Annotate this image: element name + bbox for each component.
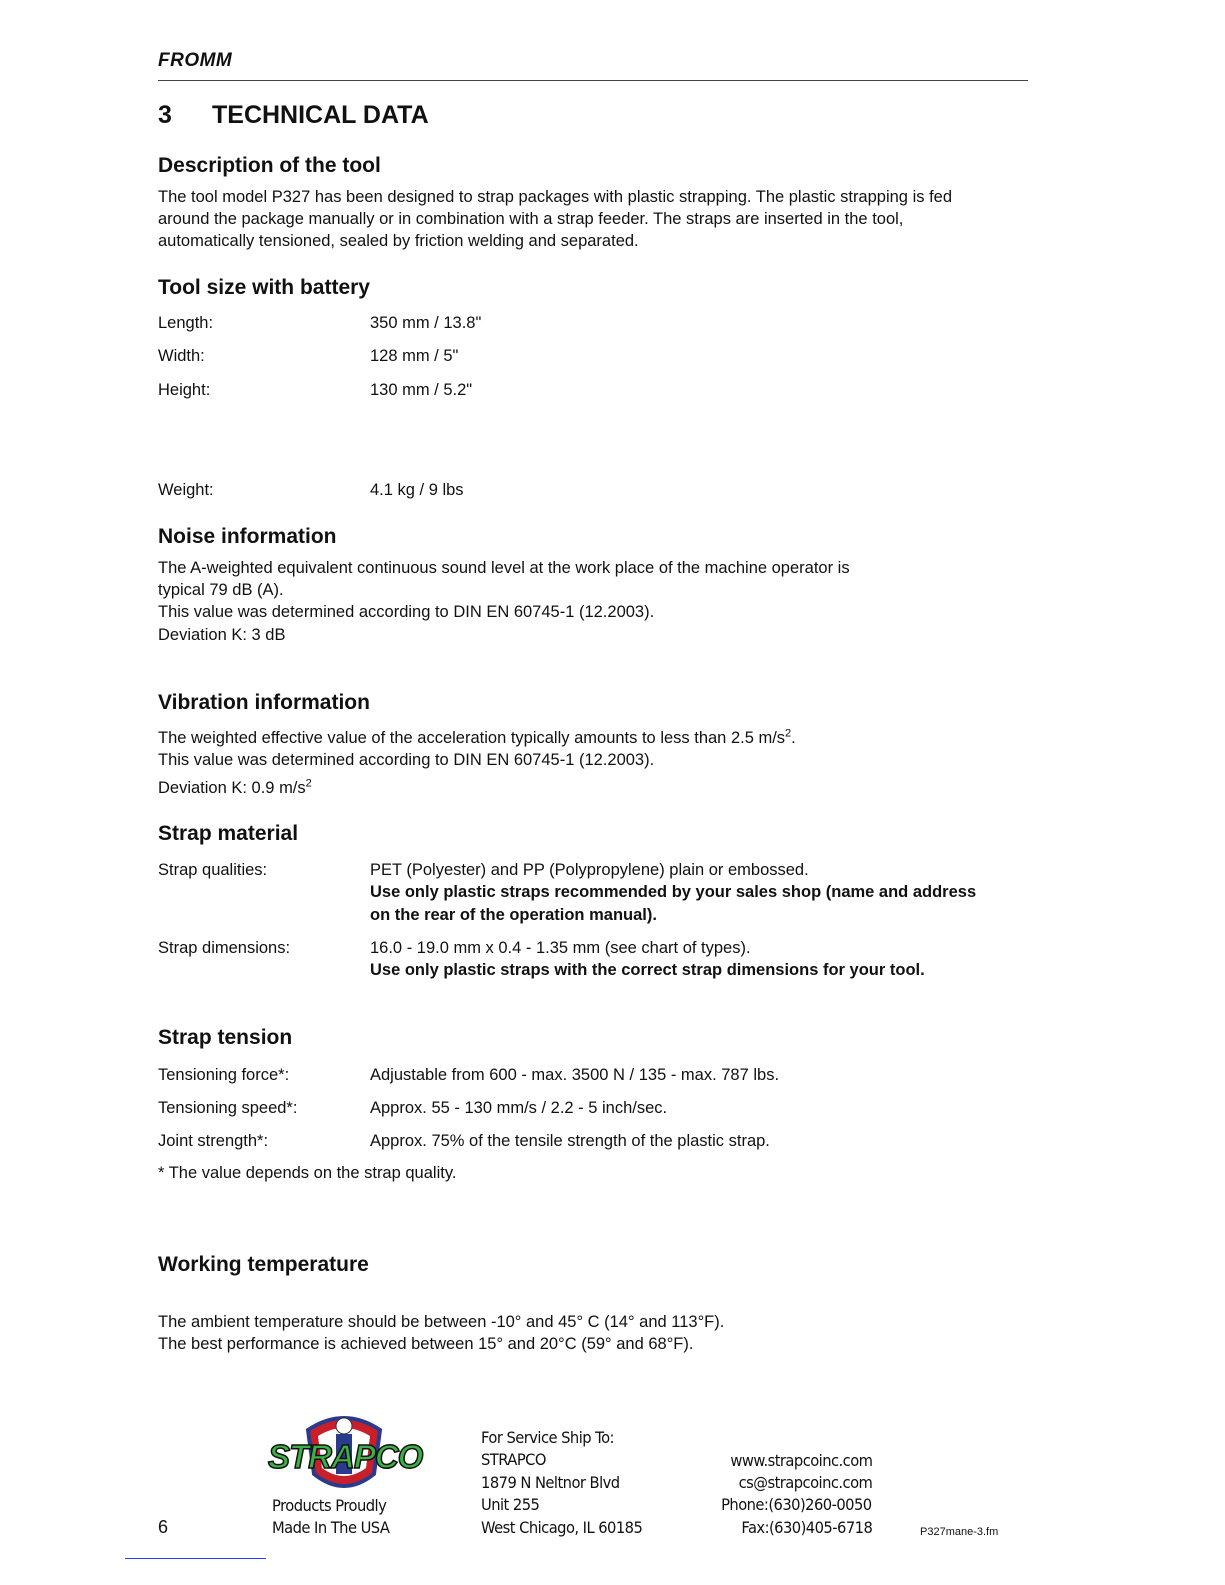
spec-value: 350 mm / 13.8" [370,314,482,332]
service-line: West Chicago, IL 60185 [481,1518,643,1537]
noise-line: The A-weighted equivalent continuous sound level at the work place of the machine operator is [158,559,850,577]
phone-number: Phone:(630)260-0050 [721,1495,872,1514]
service-line: For Service Ship To: [481,1428,614,1447]
noise-line: Deviation K: 3 dB [158,626,286,644]
spec-label: Length: [158,314,214,332]
tagline: Made In The USA [272,1518,390,1537]
fromm-logo: FROMM [158,50,233,71]
superscript: 2 [785,727,792,740]
working-temperature-heading: Working temperature [158,1253,369,1276]
page-title: TECHNICAL DATA [212,101,429,129]
vibration-text: Deviation K: 0.9 m/s [158,779,306,797]
noise-line: typical 79 dB (A). [158,581,284,599]
period: . [791,729,796,747]
website-link[interactable]: www.strapcoinc.com [729,1451,872,1470]
chapter-number: 3 [158,101,172,129]
spec-value: Adjustable from 600 - max. 3500 N / 135 - max. 787 lbs. [370,1066,780,1084]
noise-heading: Noise information [158,525,337,548]
warning-note: Use only plastic straps with the correct strap dimensions for your tool. [370,961,925,979]
service-line: Unit 255 [481,1495,540,1514]
spec-label: Tensioning speed*: [158,1099,298,1117]
spec-label: Strap dimensions: [158,939,291,957]
spec-value: Approx. 55 - 130 mm/s / 2.2 - 5 inch/sec. [370,1099,668,1117]
vibration-line: This value was determined according to DIN EN 60745-1 (12.2003). [158,751,655,769]
temperature-line: The ambient temperature should be between -10° and 45° C (14° and 113°F). [158,1313,725,1331]
description-line: The tool model P327 has been designed to strap packages with plastic strapping. The plastic strapping is fed [158,188,953,206]
description-line: around the package manually or in combination with a strap feeder. The straps are inserted in the tool, [158,210,904,228]
spec-value: 128 mm / 5" [370,347,459,365]
spec-label: Strap qualities: [158,861,268,879]
spec-value: 130 mm / 5.2" [370,381,473,399]
vibration-line [158,778,312,798]
email-link[interactable]: cs@strapcoinc.com [738,1473,872,1492]
spec-value: 16.0 - 19.0 mm x 0.4 - 1.35 mm (see chart of types). [370,939,751,957]
warning-note: Use only plastic straps recommended by your sales shop (name and address [370,883,977,901]
vibration-line [158,728,796,748]
file-name: P327mane-3.fm [920,1526,999,1538]
strap-tension-heading: Strap tension [158,1026,293,1049]
superscript: 2 [305,777,312,790]
service-line: 1879 N Neltnor Blvd [481,1473,620,1492]
page-number: 6 [158,1517,169,1537]
strapco-logo-text: STRAPCO [268,1438,423,1475]
vibration-heading: Vibration information [158,691,370,714]
footnote: * The value depends on the strap quality. [158,1164,457,1182]
spec-label: Height: [158,381,211,399]
tagline: Products Proudly [272,1496,387,1515]
service-line: STRAPCO [481,1450,546,1469]
link-underline [125,1558,266,1559]
description-heading: Description of the tool [158,154,381,177]
warning-note: on the rear of the operation manual). [370,906,657,924]
description-line: automatically tensioned, sealed by friction welding and separated. [158,232,639,250]
spec-label: Tensioning force*: [158,1066,290,1084]
header-divider [158,80,1028,81]
tool-size-heading: Tool size with battery [158,276,370,299]
vibration-text: The weighted effective value of the acceleration typically amounts to less than 2.5 m/s [158,729,786,747]
spec-value: PET (Polyester) and PP (Polypropylene) plain or embossed. [370,861,809,879]
spec-value: Approx. 75% of the tensile strength of the plastic strap. [370,1132,770,1150]
spec-label: Joint strength*: [158,1132,269,1150]
spec-label: Width: [158,347,205,365]
noise-line: This value was determined according to DIN EN 60745-1 (12.2003). [158,603,655,621]
strapco-logo [268,1412,423,1498]
spec-value: 4.1 kg / 9 lbs [370,481,464,499]
spec-label: Weight: [158,481,214,499]
fax-number: Fax:(630)405-6718 [741,1518,872,1537]
strap-material-heading: Strap material [158,822,299,845]
temperature-line: The best performance is achieved between 15° and 20°C (59° and 68°F). [158,1335,694,1353]
